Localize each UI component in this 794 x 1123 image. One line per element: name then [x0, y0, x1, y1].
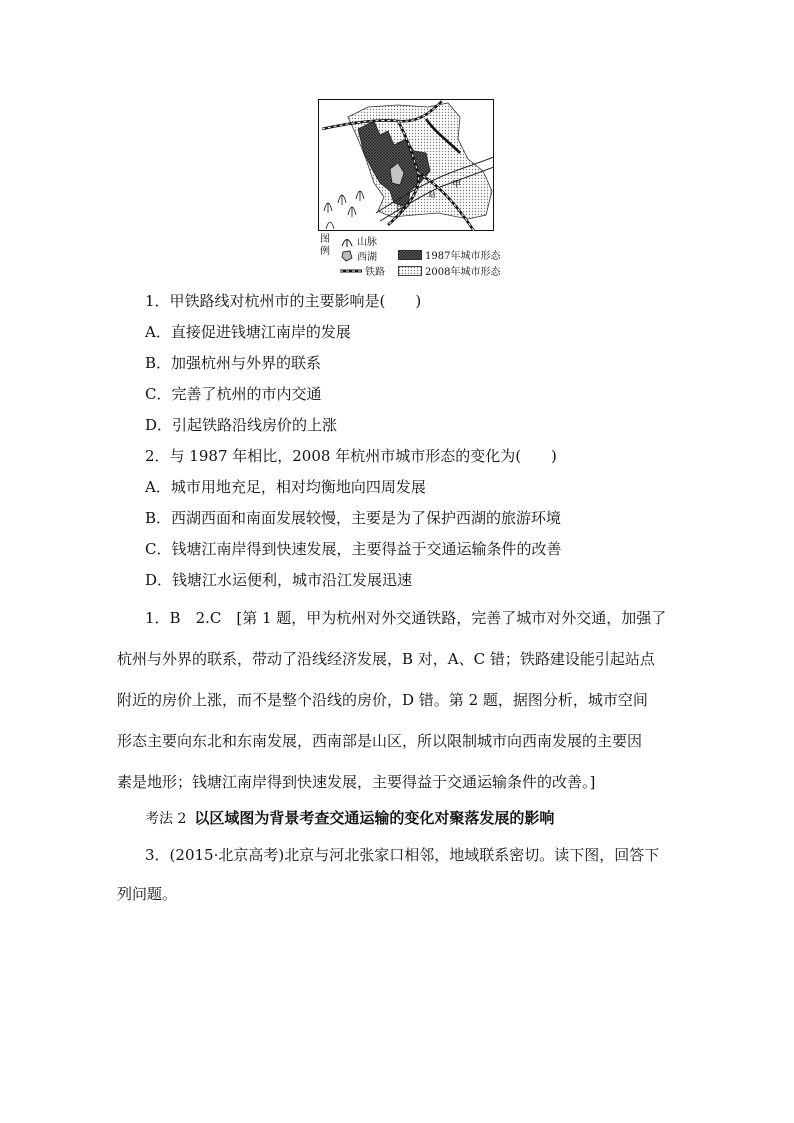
answer-line-2: 杭州与外界的联系，带动了沿线经济发展，B 对，A、C 错；铁路建设能引起站点 [117, 650, 655, 668]
city-1987-icon [398, 250, 422, 260]
question-3-line-1: 3．(2015·北京高考)北京与河北张家口相邻，地域联系密切。读下图，回答下 [145, 846, 660, 864]
question-2-option-b: B．西湖西面和南面发展较慢，主要是为了保护西湖的旅游环境 [145, 509, 562, 527]
legend-label-lake: 西湖 [357, 252, 377, 263]
legend-item-railway [340, 263, 385, 278]
legend-title: 图例 [320, 234, 330, 257]
mountain-icon [340, 235, 354, 247]
method-title: 以区域图为背景考查交通运输的变化对聚落发展的影响 [194, 809, 555, 827]
question-3-line-2: 列问题。 [117, 885, 178, 903]
label-station: 站 [428, 190, 436, 199]
legend-label-railway: 铁路 [365, 267, 385, 278]
legend-label-mountain: 山脉 [357, 237, 377, 248]
legend-label-1987: 1987年城市形态 [425, 251, 501, 262]
question-2-option-a: A．城市用地充足，相对均衡地向四周发展 [145, 478, 426, 496]
hangzhou-city-map [318, 99, 494, 231]
legend-item-2008 [398, 263, 500, 278]
question-1-option-d: D．引起铁路沿线房价的上涨 [145, 416, 338, 434]
method-heading [145, 807, 554, 828]
question-2-option-c: C．钱塘江南岸得到快速发展，主要得益于交通运输条件的改善 [145, 540, 562, 558]
answer-line-5: 素是地形；钱塘江南岸得到快速发展，主要得益于交通运输条件的改善。] [117, 773, 596, 791]
question-2-stem: 2．与 1987 年相比，2008 年杭州市城市形态的变化为( ) [145, 447, 557, 465]
legend-label-2008: 2008年城市形态 [425, 267, 501, 278]
answer-line-1: 1．B 2.C [第 1 题，甲为杭州对外交通铁路，完善了城市对外交通，加强了 [145, 609, 667, 627]
lake-icon [340, 250, 354, 262]
method-tag: 考法 2 [145, 811, 187, 827]
railway-icon [340, 266, 362, 276]
question-1-option-c: C．完善了杭州的市内交通 [145, 385, 322, 403]
legend-item-lake [340, 248, 377, 263]
label-jia: 甲 [452, 180, 462, 190]
answer-line-4: 形态主要向东北和东南发展，西南部是山区，所以限制城市向西南发展的主要因 [117, 732, 643, 750]
question-1-option-b: B．加强杭州与外界的联系 [145, 354, 322, 372]
question-1-stem: 1．甲铁路线对杭州市的主要影响是( ) [145, 292, 422, 310]
label-river: 钱 [396, 204, 404, 213]
question-1-option-a: A．直接促进钱塘江南岸的发展 [145, 323, 351, 341]
legend-item-1987 [398, 247, 500, 262]
answer-line-3: 附近的房价上涨，而不是整个沿线的房价，D 错。第 2 题，据图分析，城市空间 [117, 691, 648, 709]
question-2-option-d: D．钱塘江水运便利，城市沿江发展迅速 [145, 571, 413, 589]
map-legend [318, 233, 518, 277]
legend-item-mountain [340, 233, 377, 248]
city-2008-icon [398, 266, 422, 276]
